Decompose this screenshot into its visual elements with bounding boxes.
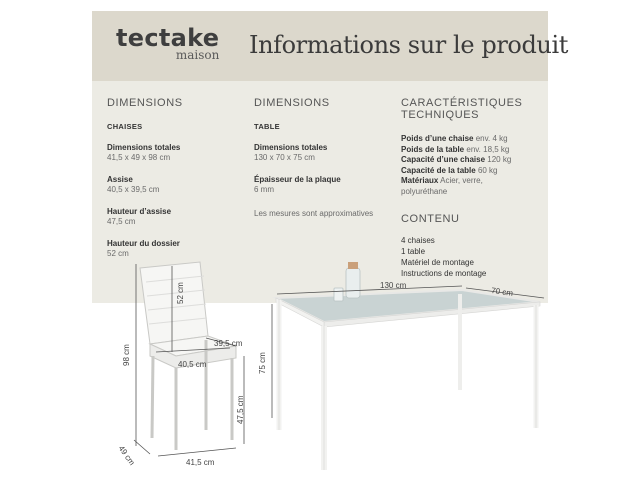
spec-label: Poids de la table [401,144,465,154]
spec-value: polyuréthane [401,186,448,196]
table-total-label: Dimensions totales [254,143,328,152]
chair-total-label: Dimensions totales [107,143,181,152]
spec-label: Capacité de la table [401,165,476,175]
contents-item: 4 chaises [401,236,435,245]
dim-chair-seat-height: 47,5 cm [236,395,245,424]
chair-dimensions-heading: DIMENSIONS [107,97,183,109]
brand-subname: maison [175,48,220,62]
dim-chair-seat-width: 40,5 cm [178,360,207,369]
contents-item: 1 table [401,247,426,256]
dim-chair-depth: 49 cm [116,444,137,468]
chair-illustration [140,262,236,450]
chair-seat-value: 40,5 x 39,5 cm [107,185,160,194]
carafe-cork [348,262,358,269]
chairs-subheading: CHAISES [107,122,143,131]
contents-item: Matériel de montage [401,258,474,267]
spec-label: Poids d’une chaise [401,134,474,143]
chair-total-value: 41,5 x 49 x 98 cm [107,153,171,162]
table-total-value: 130 x 70 x 75 cm [254,153,315,162]
table-dimensions-heading: DIMENSIONS [254,97,330,109]
spec-label: Matériaux [401,176,439,185]
dim-chair-width: 41,5 cm [186,458,215,467]
chair-seat-height-label: Hauteur d’assise [107,207,172,216]
table-thickness-label: Épaisseur de la plaque [254,175,341,184]
chair-back-height-value: 52 cm [107,249,129,258]
glass [334,288,343,301]
spec-value: Acier, verre, [440,176,483,185]
chair-leg [152,356,153,438]
table-subheading: TABLE [254,122,280,131]
spec-label: Capacité d’une chaise [401,155,486,164]
chair-back-height-label: Hauteur du dossier [107,239,180,248]
dim-chair-seat-depth: 39,5 cm [214,339,243,348]
spec-value: 120 kg [487,155,512,164]
chair-seat-height-value: 47,5 cm [107,217,136,226]
chair-seat-label: Assise [107,175,133,184]
contents-heading: CONTENU [401,213,460,225]
dim-chair-total-height: 98 cm [122,344,131,366]
dim-table-length: 130 cm [380,281,407,290]
carafe [346,268,360,298]
specs-heading-line2: TECHNIQUES [401,109,480,121]
dim-chair-back: 52 cm [176,282,185,304]
spec-value: env. 4 kg [475,134,508,143]
chair-backrest [140,262,208,344]
approx-note: Les mesures sont approximatives [254,209,374,218]
spec-value: 60 kg [477,165,498,175]
table-thickness-value: 6 mm [254,185,274,194]
dim-table-height: 75 cm [258,352,267,374]
spec-value: env. 18,5 kg [466,144,510,154]
dim-table-width: 70 cm [490,286,514,298]
contents-item: Instructions de montage [401,269,487,278]
brand-name: tectake [116,24,220,52]
specs-heading-line1: CARACTÉRISTIQUES [401,97,523,109]
page-title: Informations sur le produit [249,31,568,59]
